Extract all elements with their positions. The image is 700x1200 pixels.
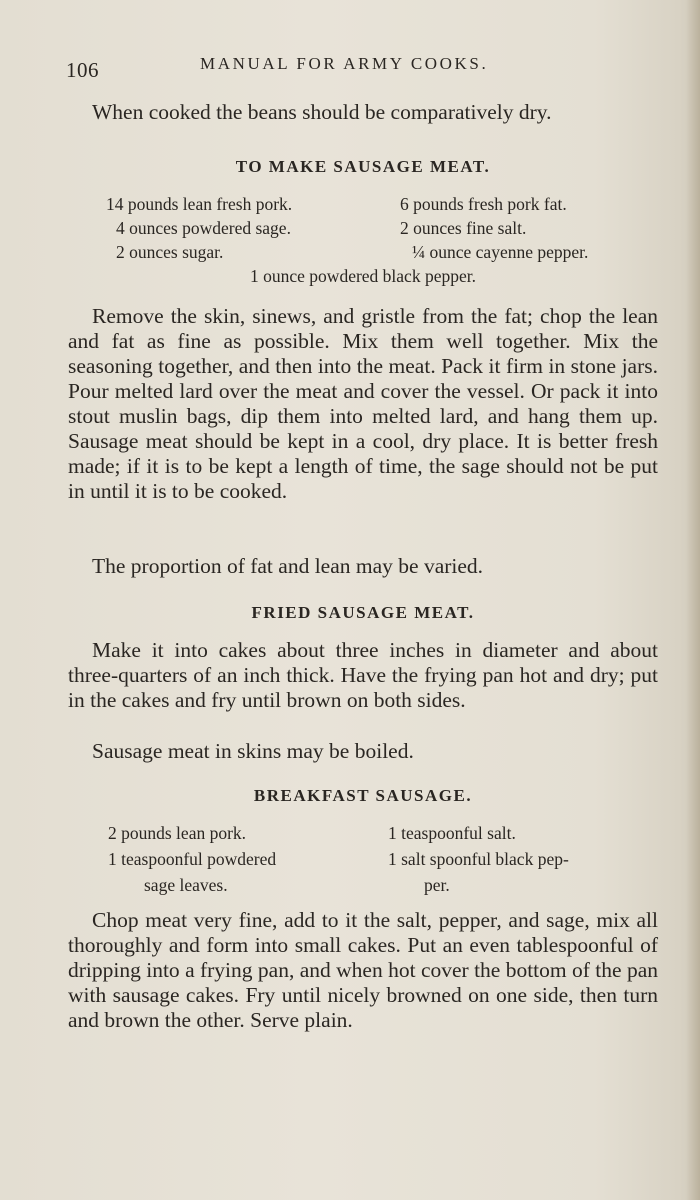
ingredient-sugar: 2 ounces sugar. [116,242,224,262]
note-paragraph: The proportion of fat and lean may be varied. [92,554,484,578]
ingredient-black-pepper-cont: per. [424,875,450,895]
ingredient-salt: 2 ounces fine salt. [400,218,527,238]
method-paragraph: Chop meat very fine, add to it the salt, pepper, and sage, mix all thoroughly and form into small cakes. Put an even tablespoonful of dripping into a frying pan, and when hot cover the bottom of the pan with sausage cakes. Fry until nicely browned on one side, then turn and brown the other. Serve plain. [68,908,658,1032]
page-number: 106 [66,58,99,82]
ingredient-salt: 1 teaspoonful salt. [388,823,516,843]
ingredient-item [108,820,276,898]
intro-paragraph: When cooked the beans should be comparatively dry. [92,100,552,124]
ingredient-black-pepper: 1 salt spoonful black pep- [388,849,569,869]
ingredient-item [388,820,569,898]
section-title-fried-sausage: FRIED SAUSAGE MEAT. [251,603,475,622]
ingredient-cayenne: ¼ ounce cayenne pepper. [412,242,589,262]
running-title: MANUAL FOR ARMY COOKS. [200,54,489,73]
ingredient-sage-cont: sage leaves. [144,875,228,895]
page-edge-shadow [686,0,700,1200]
method-paragraph: Remove the skin, sinews, and gristle from the fat; chop the lean and fat as fine as possible. Mix them well together. Mix the seasoning together, and then into the meat. Pack it firm in stone jars. Pour melted lard over the meat and cover the vessel. Or pack it into stout muslin bags, dip them into melted lard, and hang them up. Sausage meat should be kept in a cool, dry place. It is better fresh made; if it is to be kept a length of time, the sage should not be put in until it is to be cooked. [68,304,658,503]
ingredient-item [400,192,588,264]
section-title-breakfast-sausage: BREAKFAST SAUSAGE. [253,786,473,805]
ingredient-sage: 1 teaspoonful powdered [108,849,277,869]
ingredient-item [106,192,292,264]
ingredient-pork-fat: 6 pounds fresh pork fat. [400,194,567,214]
method-paragraph: Make it into cakes about three inches in diameter and about three-quarters of an inch thick. Have the frying pan hot and dry; put in the cakes and fry until brown on both sides. [68,638,658,712]
note-paragraph: Sausage meat in skins may be boiled. [92,739,414,763]
section-title-sausage-meat: TO MAKE SAUSAGE MEAT. [235,157,491,176]
ingredient-sage: 4 ounces powdered sage. [116,218,291,238]
ingredient-lean-pork: 14 pounds lean fresh pork. [106,194,293,214]
ingredient-black-pepper: 1 ounce powdered black pepper. [250,266,476,286]
ingredient-lean-pork: 2 pounds lean pork. [108,823,247,843]
